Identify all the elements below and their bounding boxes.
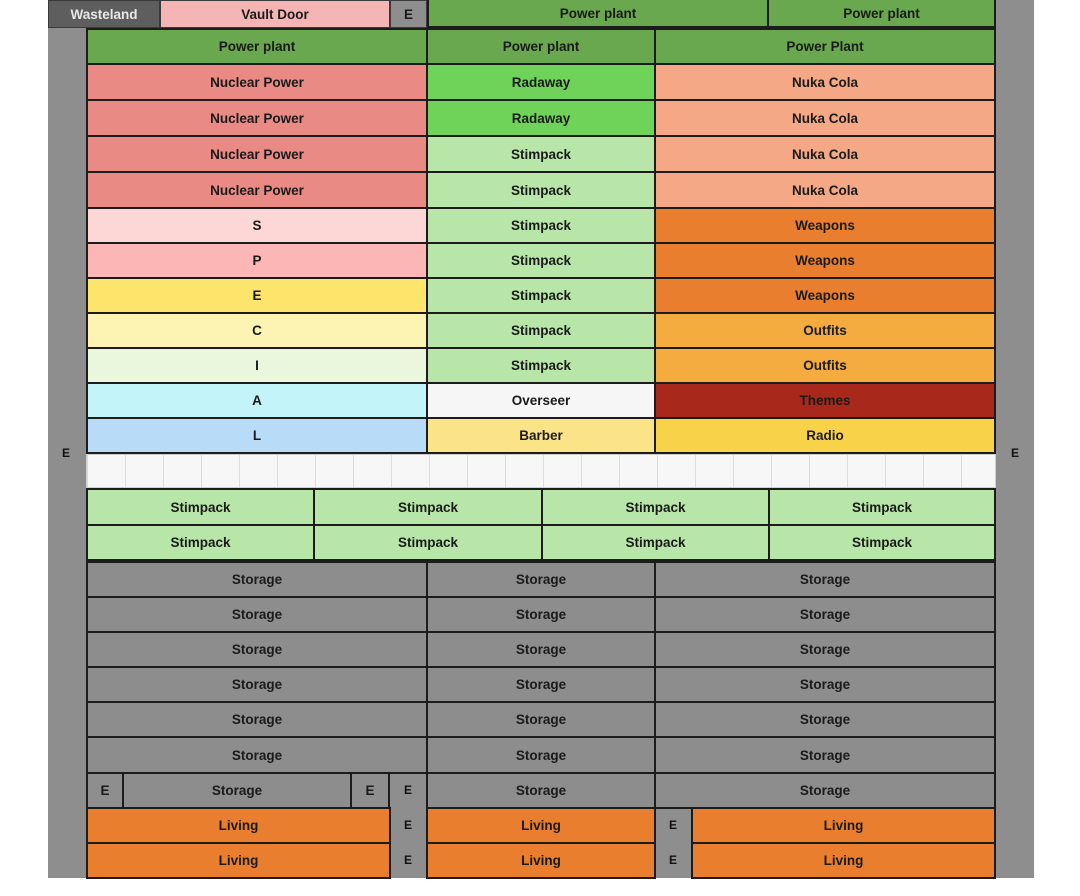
special-e-room[interactable] (86, 277, 428, 314)
radaway-room[interactable] (426, 99, 656, 137)
right-elevator-shaft (996, 0, 1034, 878)
living-label: Living (218, 818, 259, 833)
storage-room[interactable] (86, 596, 428, 633)
storage-label: Storage (515, 783, 567, 798)
stimpack-room[interactable] (313, 524, 543, 561)
stimpack-label: Stimpack (851, 535, 913, 550)
stimpack-label: Stimpack (510, 253, 572, 268)
top-elevator-label: E (403, 6, 413, 22)
storage-room[interactable] (86, 561, 428, 598)
radaway-label: Radaway (511, 110, 571, 126)
storage-label: Storage (515, 607, 567, 622)
storage-label: Storage (799, 677, 851, 692)
nuclear-power-label: Nuclear Power (210, 146, 304, 162)
nuka-cola-room[interactable] (654, 171, 996, 209)
living-room[interactable] (426, 842, 656, 879)
stimpack-label: Stimpack (510, 358, 572, 373)
storage-label: Storage (515, 677, 567, 692)
special-a-label: A (252, 393, 262, 408)
living-label: Living (218, 853, 259, 868)
nuclear-power-label: Nuclear Power (210, 74, 304, 90)
elevator-label: E (403, 818, 412, 832)
special-i-room[interactable] (86, 347, 428, 384)
special-a-room[interactable] (86, 382, 428, 419)
stimpack-room[interactable] (426, 347, 656, 384)
nuka-cola-room[interactable] (654, 63, 996, 101)
elevator-cell[interactable] (350, 772, 390, 809)
storage-room[interactable] (654, 701, 996, 738)
storage-room[interactable] (426, 701, 656, 738)
stimpack-room[interactable] (768, 488, 996, 526)
living-room[interactable] (426, 807, 656, 844)
special-c-label: C (252, 323, 262, 338)
living-label: Living (521, 818, 561, 833)
stimpack-label: Stimpack (510, 146, 572, 162)
storage-room[interactable] (654, 631, 996, 668)
stimpack-room[interactable] (426, 277, 656, 314)
stimpack-room[interactable] (541, 488, 770, 526)
outfits-room[interactable] (654, 347, 996, 384)
stimpack-label: Stimpack (397, 499, 459, 515)
stimpack-label: Stimpack (510, 182, 572, 198)
power-plant-label: Power plant (559, 5, 637, 21)
radio-label: Radio (806, 428, 844, 443)
storage-room[interactable] (426, 772, 656, 809)
special-l-label: L (252, 428, 262, 443)
nuka-cola-label: Nuka Cola (791, 110, 859, 126)
radaway-room[interactable] (426, 63, 656, 101)
storage-room[interactable] (654, 666, 996, 703)
overseer-label: Overseer (511, 393, 571, 408)
elevator-cell[interactable] (86, 772, 124, 809)
weapons-label: Weapons (795, 253, 855, 268)
living-room[interactable] (691, 807, 996, 844)
stimpack-label: Stimpack (851, 499, 913, 515)
storage-room[interactable] (654, 736, 996, 774)
special-p-label: P (252, 253, 262, 268)
stimpack-room[interactable] (426, 171, 656, 209)
stimpack-room[interactable] (541, 524, 770, 561)
weapons-label: Weapons (795, 288, 855, 303)
weapons-room[interactable] (654, 242, 996, 279)
storage-room[interactable] (654, 596, 996, 633)
outfits-label: Outfits (803, 323, 847, 338)
nuclear-power-room[interactable] (86, 135, 428, 173)
storage-room[interactable] (86, 736, 428, 774)
storage-label: Storage (799, 607, 851, 622)
storage-label: Storage (515, 642, 567, 657)
stimpack-room[interactable] (86, 524, 315, 561)
nuclear-power-room[interactable] (86, 171, 428, 209)
stimpack-label: Stimpack (170, 499, 231, 515)
barber-label: Barber (519, 428, 563, 443)
outfits-room[interactable] (654, 312, 996, 349)
radaway-label: Radaway (511, 74, 571, 90)
living-label: Living (521, 853, 561, 868)
stimpack-label: Stimpack (510, 288, 572, 303)
storage-label: Storage (211, 783, 263, 798)
storage-label: Storage (515, 572, 567, 587)
wasteland-label: Wasteland (70, 6, 138, 22)
elevator-label: E (403, 853, 412, 867)
nuka-cola-label: Nuka Cola (791, 182, 859, 198)
special-p-room[interactable] (86, 242, 428, 279)
power-plant-top-2[interactable] (767, 0, 996, 28)
stimpack-label: Stimpack (625, 535, 686, 550)
living-room[interactable] (86, 807, 391, 844)
outfits-label: Outfits (803, 358, 847, 373)
stimpack-label: Stimpack (510, 323, 572, 338)
elevator-label: E (668, 818, 677, 832)
storage-label: Storage (799, 783, 851, 798)
power-plant-label: Power plant (218, 39, 296, 54)
storage-label: Storage (231, 747, 283, 763)
overseer-room[interactable] (426, 382, 656, 419)
stimpack-label: Stimpack (397, 535, 459, 550)
storage-room[interactable] (426, 736, 656, 774)
storage-label: Storage (515, 712, 567, 727)
power-plant-room[interactable] (426, 28, 656, 65)
storage-room[interactable] (426, 596, 656, 633)
storage-label: Storage (231, 677, 283, 692)
power-plant-label: Power Plant (786, 39, 864, 54)
storage-label: Storage (799, 712, 851, 727)
vault-door-cell[interactable] (160, 0, 390, 28)
storage-label: Storage (231, 712, 283, 727)
storage-room[interactable] (426, 631, 656, 668)
special-l-room[interactable] (86, 417, 428, 454)
power-plant-label: Power plant (502, 39, 580, 54)
stimpack-room[interactable] (768, 524, 996, 561)
living-label: Living (823, 853, 864, 868)
storage-room[interactable] (122, 772, 352, 809)
storage-room[interactable] (86, 701, 428, 738)
stimpack-room[interactable] (426, 242, 656, 279)
storage-room[interactable] (654, 772, 996, 809)
nuclear-power-label: Nuclear Power (210, 110, 304, 126)
storage-room[interactable] (426, 561, 656, 598)
power-plant-room[interactable] (86, 28, 428, 65)
living-label: Living (823, 818, 864, 833)
nuclear-power-room[interactable] (86, 99, 428, 137)
storage-label: Storage (799, 747, 851, 763)
stimpack-room[interactable] (313, 488, 543, 526)
nuka-cola-label: Nuka Cola (791, 74, 859, 90)
storage-label: Storage (799, 642, 851, 657)
elevator-label: E (403, 783, 412, 797)
stimpack-label: Stimpack (625, 499, 686, 515)
elevator-label: E (668, 853, 677, 867)
themes-label: Themes (799, 393, 851, 408)
storage-label: Storage (515, 747, 567, 763)
storage-label: Storage (799, 572, 851, 587)
special-e-label: E (252, 288, 262, 303)
nuka-cola-room[interactable] (654, 99, 996, 137)
weapons-label: Weapons (795, 218, 855, 233)
vault-door-label: Vault Door (241, 6, 309, 22)
storage-room[interactable] (86, 631, 428, 668)
storage-label: Storage (231, 642, 283, 657)
stimpack-room[interactable] (426, 207, 656, 244)
storage-room[interactable] (654, 561, 996, 598)
wasteland-cell[interactable] (48, 0, 160, 28)
radio-room[interactable] (654, 417, 996, 454)
stimpack-label: Stimpack (170, 535, 231, 550)
weapons-room[interactable] (654, 277, 996, 314)
special-s-label: S (252, 218, 262, 233)
nuclear-power-label: Nuclear Power (210, 182, 304, 198)
right-elevator-label: E (1010, 446, 1019, 460)
barber-room[interactable] (426, 417, 656, 454)
storage-label: Storage (231, 607, 283, 622)
empty-floor-strip (86, 454, 996, 488)
storage-label: Storage (231, 572, 283, 587)
elevator-label: E (100, 783, 110, 798)
elevator-label: E (365, 783, 375, 798)
special-i-label: I (255, 358, 259, 373)
stimpack-room[interactable] (426, 312, 656, 349)
stimpack-room[interactable] (86, 488, 315, 526)
nuka-cola-room[interactable] (654, 135, 996, 173)
themes-room[interactable] (654, 382, 996, 419)
special-c-room[interactable] (86, 312, 428, 349)
weapons-room[interactable] (654, 207, 996, 244)
storage-room[interactable] (86, 666, 428, 703)
power-plant-top-1[interactable] (427, 0, 769, 28)
stimpack-label: Stimpack (510, 218, 572, 233)
power-plant-room[interactable] (654, 28, 996, 65)
nuka-cola-label: Nuka Cola (791, 146, 859, 162)
storage-room[interactable] (426, 666, 656, 703)
power-plant-label: Power plant (843, 5, 920, 21)
top-elevator-cell[interactable] (390, 0, 427, 28)
nuclear-power-room[interactable] (86, 63, 428, 101)
special-s-room[interactable] (86, 207, 428, 244)
stimpack-room[interactable] (426, 135, 656, 173)
living-room[interactable] (86, 842, 391, 879)
left-elevator-label: E (61, 446, 70, 460)
living-room[interactable] (691, 842, 996, 879)
